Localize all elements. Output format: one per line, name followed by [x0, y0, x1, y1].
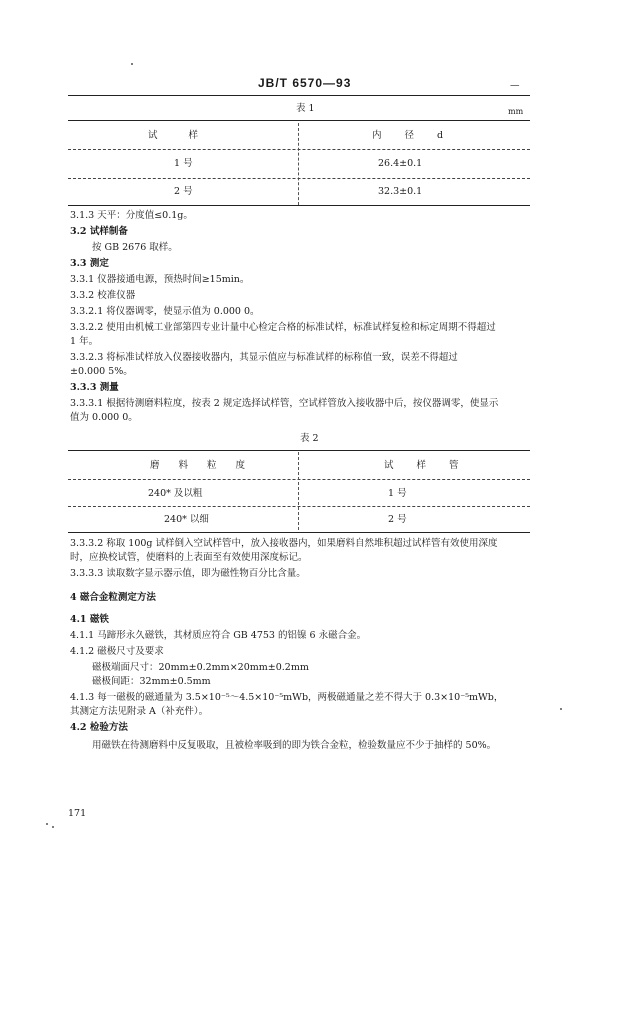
clause-3-3-3-2-line2: 时，应换校试管，使磨料的上表面至有效使用深度标记。	[70, 552, 308, 563]
table2-row1-tube: 1 号	[388, 488, 407, 499]
table1-divider	[298, 123, 299, 205]
clause-3-3-2-1: 3.3.2.1 将仪器调零，使显示值为 0.000 0。	[70, 306, 260, 317]
clause-4-1-2-spacing: 磁极间距：32mm±0.5mm	[92, 676, 211, 687]
header-corner-mark: —	[510, 80, 520, 91]
table1-top-rule	[68, 120, 530, 121]
table2-divider	[298, 452, 299, 530]
clause-3-3-3-1-line1: 3.3.3.1 根据待测磨料粒度，按表 2 规定选择试样管，空试样管放入接收器中后，按仪器调零，使显示	[70, 398, 499, 409]
clause-3-3-1: 3.3.1 仪器接通电源，预热时间≥15min。	[70, 274, 250, 285]
table2-row2-tube: 2 号	[388, 514, 407, 525]
page-number: 171	[68, 808, 87, 819]
clause-3-3-2-2-line2: 1 年。	[70, 336, 99, 347]
table2-row1-grit: 240* 及以粗	[148, 488, 203, 499]
table2-title: 表 2	[300, 433, 319, 444]
table1-row1-diameter: 26.4±0.1	[378, 158, 423, 169]
table1-row2-sample: 2 号	[174, 186, 193, 197]
clause-3-3-3-1-line2: 值为 0.000 0。	[70, 412, 138, 423]
clause-3-2-heading: 3.2 试样制备	[70, 226, 128, 237]
clause-3-3-2-3-line2: ±0.000 5%。	[70, 366, 133, 377]
table2-row-rule	[68, 506, 530, 507]
table2-top-rule	[68, 450, 530, 451]
clause-3-3-2-2-line1: 3.3.2.2 使用由机械工业部第四专业计量中心检定合格的标准试样，标准试样复检和标定周期不得超过	[70, 322, 496, 333]
clause-3-1-3: 3.1.3 天平：分度值≤0.1g。	[70, 210, 193, 221]
table1-row-rule	[68, 178, 530, 179]
clause-4-1-heading: 4.1 磁铁	[70, 614, 109, 625]
clause-3-3-heading: 3.3 测定	[70, 258, 109, 269]
table2-row2-grit: 240* 以细	[164, 514, 209, 525]
clause-4-1-3-line2: 其测定方法见附录 A（补充件）。	[70, 706, 209, 717]
table1-row1-sample: 1 号	[174, 158, 193, 169]
table2-col-tube: 试 样 管	[384, 460, 469, 471]
clause-3-3-2-3-line1: 3.3.2.3 将标准试样放入仪器接收器内，其显示值应与标准试样的标称值一致，误差不得超过	[70, 352, 458, 363]
table1-unit: mm	[508, 107, 524, 116]
scan-speck	[52, 826, 54, 828]
clause-4-1-2-face-size: 磁极端面尺寸：20mm±0.2mm×20mm±0.2mm	[92, 662, 309, 673]
table1-title: 表 1	[296, 103, 315, 114]
clause-3-3-2: 3.3.2 校准仪器	[70, 290, 136, 301]
clause-4-2-text: 用磁铁在待测磨料中反复吸取，且被检率吸到的即为铁合金粒，检验数量应不少于抽样的 50%。	[92, 740, 497, 751]
clause-3-3-3-heading: 3.3.3 测量	[70, 382, 119, 393]
section-4-heading: 4 磁合金粒测定方法	[70, 592, 156, 603]
scan-speck	[46, 823, 48, 825]
clause-3-2-text: 按 GB 2676 取样。	[92, 242, 178, 253]
table1-col-inner-diameter: 内 径 d	[372, 130, 454, 141]
header-rule	[68, 95, 530, 96]
table1-col-sample: 试 样	[148, 130, 213, 141]
clause-4-1-1: 4.1.1 马蹄形永久磁铁，其材质应符合 GB 4753 的铝镍 6 永磁合金。	[70, 630, 367, 641]
table2-col-grit: 磨 料 粒 度	[150, 460, 254, 471]
table1-header-rule	[68, 149, 530, 150]
clause-3-3-3-2-line1: 3.3.3.2 称取 100g 试样倒入空试样管中，放入接收器内，如果磨料自然堆积超过试样管有效使用深度	[70, 538, 498, 549]
scan-speck	[131, 63, 133, 65]
table2-header-rule	[68, 479, 530, 480]
table1-row2-diameter: 32.3±0.1	[378, 186, 423, 197]
standard-number: JB/T 6570—93	[258, 76, 352, 90]
clause-4-2-heading: 4.2 检验方法	[70, 722, 128, 733]
clause-4-1-3-line1: 4.1.3 每一磁极的磁通量为 3.5×10⁻⁵～4.5×10⁻⁵mWb，两极磁通量之差不得大于 0.3×10⁻⁵mWb，	[70, 692, 504, 703]
table1-bottom-rule	[68, 205, 530, 206]
clause-3-3-3-3: 3.3.3.3 读取数字显示器示值，即为磁性物百分比含量。	[70, 568, 306, 579]
clause-4-1-2-heading: 4.1.2 磁极尺寸及要求	[70, 646, 164, 657]
scan-speck	[560, 708, 562, 710]
table2-bottom-rule	[68, 532, 530, 533]
